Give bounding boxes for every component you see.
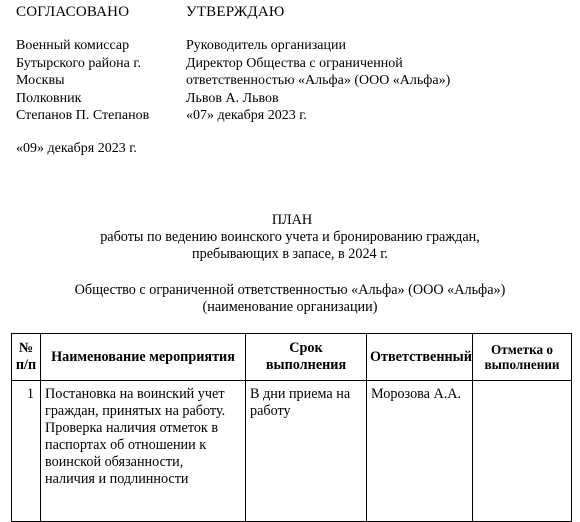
agreed-block <box>16 4 149 158</box>
table-row <box>12 381 572 522</box>
header-responsible: Ответственный <box>367 334 473 381</box>
header-activity: Наименование мероприятия <box>41 334 246 381</box>
approved-heading: УТВЕРЖДАЮ <box>186 4 285 20</box>
approved-line: ответственностью «Альфа» (ООО «Альфа») <box>186 73 451 89</box>
plan-title-block <box>0 212 580 263</box>
row-mark <box>473 381 572 522</box>
approved-date: «07» декабря 2023 г. <box>186 107 307 123</box>
header-deadline <box>246 334 367 381</box>
agreed-line: Полковник <box>16 90 82 106</box>
row-activity-line: паспортах об отношении к <box>45 437 207 453</box>
header-mark-line: Отметка о <box>491 342 553 357</box>
header-deadline-line: Срок <box>289 340 323 356</box>
row-activity <box>41 381 246 522</box>
header-num-line: № <box>18 340 34 356</box>
header-num-line: п/п <box>15 357 37 373</box>
plan-title: ПЛАН <box>271 212 313 228</box>
organization-name: Общество с ограниченной ответственностью «Альфа» (ООО «Альфа») <box>74 282 506 298</box>
agreed-heading: СОГЛАСОВАНО <box>16 4 130 20</box>
agreed-line: Степанов П. Степанов <box>16 107 150 123</box>
plan-subtitle-line: работы по ведению воинского учета и бронированию граждан, <box>100 229 480 245</box>
row-num: 1 <box>12 381 41 522</box>
row-activity-line: воинской обязанности, <box>45 454 184 470</box>
row-activity-line: наличия и подлинности <box>45 471 189 487</box>
row-responsible: Морозова А.А. <box>367 381 473 522</box>
agreed-line: Москвы <box>16 73 65 89</box>
agreed-line: Военный комиссар <box>16 38 130 54</box>
agreed-line: Бутырского района г. <box>16 55 141 71</box>
header-mark <box>473 334 572 381</box>
organization-caption: (наименование организации) <box>202 299 378 315</box>
header-deadline-line: выполнения <box>265 357 347 373</box>
row-deadline <box>246 381 367 522</box>
header-mark-line: выполнении <box>484 357 560 372</box>
agreed-date: «09» декабря 2023 г. <box>16 141 137 157</box>
plan-table <box>11 333 572 522</box>
row-activity-line: Проверка наличия отметок в <box>45 420 219 436</box>
row-activity-line: Постановка на воинский учет <box>45 386 225 402</box>
approved-line: Руководитель организации <box>186 38 346 54</box>
organization-block <box>0 282 580 316</box>
table-header-row <box>12 334 572 381</box>
plan-subtitle-line: пребывающих в запасе, в 2024 г. <box>192 246 388 262</box>
approved-line: Львов А. Львов <box>186 90 279 106</box>
approved-line: Директор Общества с ограниченной <box>186 55 403 71</box>
header-num <box>12 334 41 381</box>
row-activity-line: граждан, принятых на работу. <box>45 403 226 419</box>
approved-block <box>186 4 450 124</box>
row-deadline-line: В дни приема на <box>250 386 351 402</box>
row-deadline-line: работу <box>250 403 291 419</box>
